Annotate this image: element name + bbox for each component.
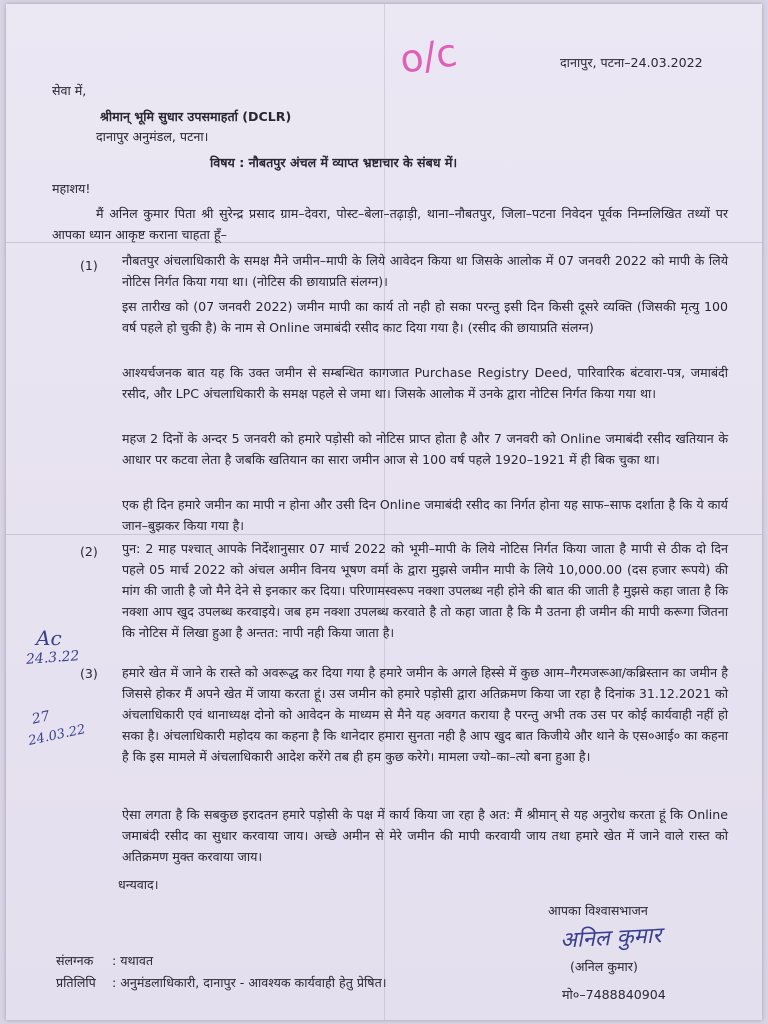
point2-paragraph: पुन: 2 माह पश्चात् आपके निर्देशानुसार 07 मार्च 2022 को भूमी–मापी के लिये नोटिस निर्गत किया जाता है मापी से ठीक दो दिन पहले 05 मार्च 2022 को अंचल अमीन विनय भूषण वर्मा के द्वारा मुझसे जमीन मापी के लिये 10,000.00 (दस हजार रूपये) की मांग की जाती है जो मैने देने से इनकार कर दिया। परिणामस्वरूप नक्शा उपलब्ध नही होने की बात की जाती है मुझसे कहा जाता है कि नक्शा आप खुद उपलब्ध करवाइये। जब हम नक्शा उपलब्ध करवाते है तो कहा जाता है कि मै उतना ही जमीन की मापी करूगा जितना कि नोटिस में लिखा हुआ है अन्तत: नापी नही किया जाता है। — [122, 541, 728, 640]
point1-paragraph-d: महज 2 दिनों के अन्दर 5 जनवरी को हमारे पड़ोसी को नोटिस प्राप्त होता है और 7 जनवरी को Online जमाबंदी रसीद खतियान के आधार पर कटवा लेता है जबकि खतियान का सारा जमीन आज से 100 वर्ष पहले 1920–1921 में ही बिक चुका था। — [122, 431, 728, 467]
margin-note-initials: Ac — [36, 626, 62, 650]
point3-paragraph: हमारे खेत में जाने के रास्ते को अवरूद्ध कर दिया गया है हमारे जमीन के अगले हिस्से में कुछ आम–गैरमजरूआ/कब्रिस्तान का जमीन है जिससे होकर मैं अपने खेत में जाया करता हूं। उस जमीन को हमारे पड़ोसी द्वारा अतिक्रमण किया जा रहा है दिनांक 31.12.2021 को अंचलाधिकारी एवं थानाध्यक्ष दोनो को आवेदन के माध्यम से मैने यह अवगत कराया है परन्तु अभी तक उस पर कोई कार्यवाही नहीं हो सका है। अंचलाधिकारी महोदय का कहना है कि थानेदार हमारा सुनता नही है आप खुद बात किजीये और थाने के एस०आई० का कहना है कि इस मामले में अंचलाधिकारी आदेश करेंगे तब ही हम कुछ करेगे। मामला ज्यो–का–त्यो बना हुआ है। — [122, 665, 728, 764]
signoff-yours: आपका विश्वासभाजन — [548, 903, 648, 918]
subject-line: विषय : नौबतपुर अंचल में व्याप्त भ्रष्टाचार के संबध में। — [210, 155, 458, 170]
enclosure-label: संलग्नक — [56, 953, 94, 968]
addressee-title: श्रीमान् भूमि सुधार उपसमाहर्ता (DCLR) — [100, 109, 292, 124]
copy-to-value: : अनुमंडलाधिकारी, दानापुर - आवश्यक कार्यवाही हेतु प्रेषित। — [112, 975, 387, 990]
signer-name: (अनिल कुमार) — [570, 959, 638, 974]
office-copy-stamp: o/c — [397, 30, 460, 82]
handwritten-signature: अनिल कुमार — [559, 923, 663, 954]
margin-note-date: 24.3.22 — [25, 648, 80, 668]
point1-paragraph-a: नौबतपुर अंचलाधिकारी के समक्ष मैने जमीन–मापी के लिये आवेदन किया था जिसके आलोक में 07 जनवरी 2022 को मापी के लिये नोटिस निर्गत किया गया था। (नोटिस की छायाप्रति संलग्न)। — [122, 253, 729, 289]
point-number: (1) — [80, 258, 98, 273]
thanks: धन्यवाद। — [118, 877, 159, 892]
margin-note-initials: 27 — [30, 708, 52, 728]
addressee-office: दानापुर अनुमंडल, पटना। — [96, 129, 209, 144]
place-date: दानापुर, पटना–24.03.2022 — [560, 55, 703, 70]
greeting: महाशय! — [52, 181, 91, 196]
signer-mobile: मो०–7488840904 — [562, 987, 666, 1002]
point-number: (2) — [80, 544, 98, 559]
margin-note-date: 24.03.22 — [27, 722, 87, 749]
salutation-to: सेवा में, — [52, 83, 87, 98]
point1-paragraph-c: आश्यर्चजनक बात यह कि उक्त जमीन से सम्बन्धित कागजात Purchase Registry Deed, पारिवारिक बंटवारा-पत्र, जमाबंदी रसीद, और LPC अंचलाधिकारी के समक्ष पहले से जमा था। जिसके आलोक में उनके द्वारा नोटिस निर्गत किया गया था। — [122, 365, 728, 401]
copy-to-label: प्रतिलिपि — [56, 975, 96, 990]
point-number: (3) — [80, 666, 98, 681]
enclosure-value: : यथावत — [112, 953, 154, 968]
point1-paragraph-b: इस तारीख को (07 जनवरी 2022) जमीन मापी का कार्य तो नही हो सका परन्तु इसी दिन किसी दूसरे व्यक्ति (जिसकी मृत्यु 100 वर्ष पहले हो चुकी है) के नाम से Online जमाबंदी रसीद काट दिया गया है। (रसीद की छायाप्रति संलग्न) — [122, 299, 728, 335]
closing-paragraph: ऐसा लगता है कि सबकुछ इरादतन हमारे पड़ोसी के पक्ष में कार्य किया जा रहा है अत: मैं श्रीमान् से यह अनुरोध करता हूं कि Online जमाबंदी रसीद का सुधार करवाया जाय। अच्छे अमीन से मेरे जमीन की मापी करवायी जाय तथा हमारे खेत में जाने वाले रास्त को अतिक्रमण मुक्त करवाया जाय। — [122, 807, 728, 864]
point1-paragraph-e: एक ही दिन हमारे जमीन का मापी न होना और उसी दिन Online जमाबंदी रसीद का निर्गत होना यह साफ–साफ दर्शाता है कि ये कार्य जान–बुझकर किया गया है। — [122, 497, 728, 533]
intro-paragraph: मैं अनिल कुमार पिता श्री सुरेन्द्र प्रसाद ग्राम–देवरा, पोस्ट–बेला–तढ़ाड़ी, थाना–नौबतपुर, जिला–पटना निवेदन पूर्वक निम्नलिखित तथ्यों पर आपका ध्यान आकृष्ट कराना चाहता हूँ– — [52, 206, 728, 242]
